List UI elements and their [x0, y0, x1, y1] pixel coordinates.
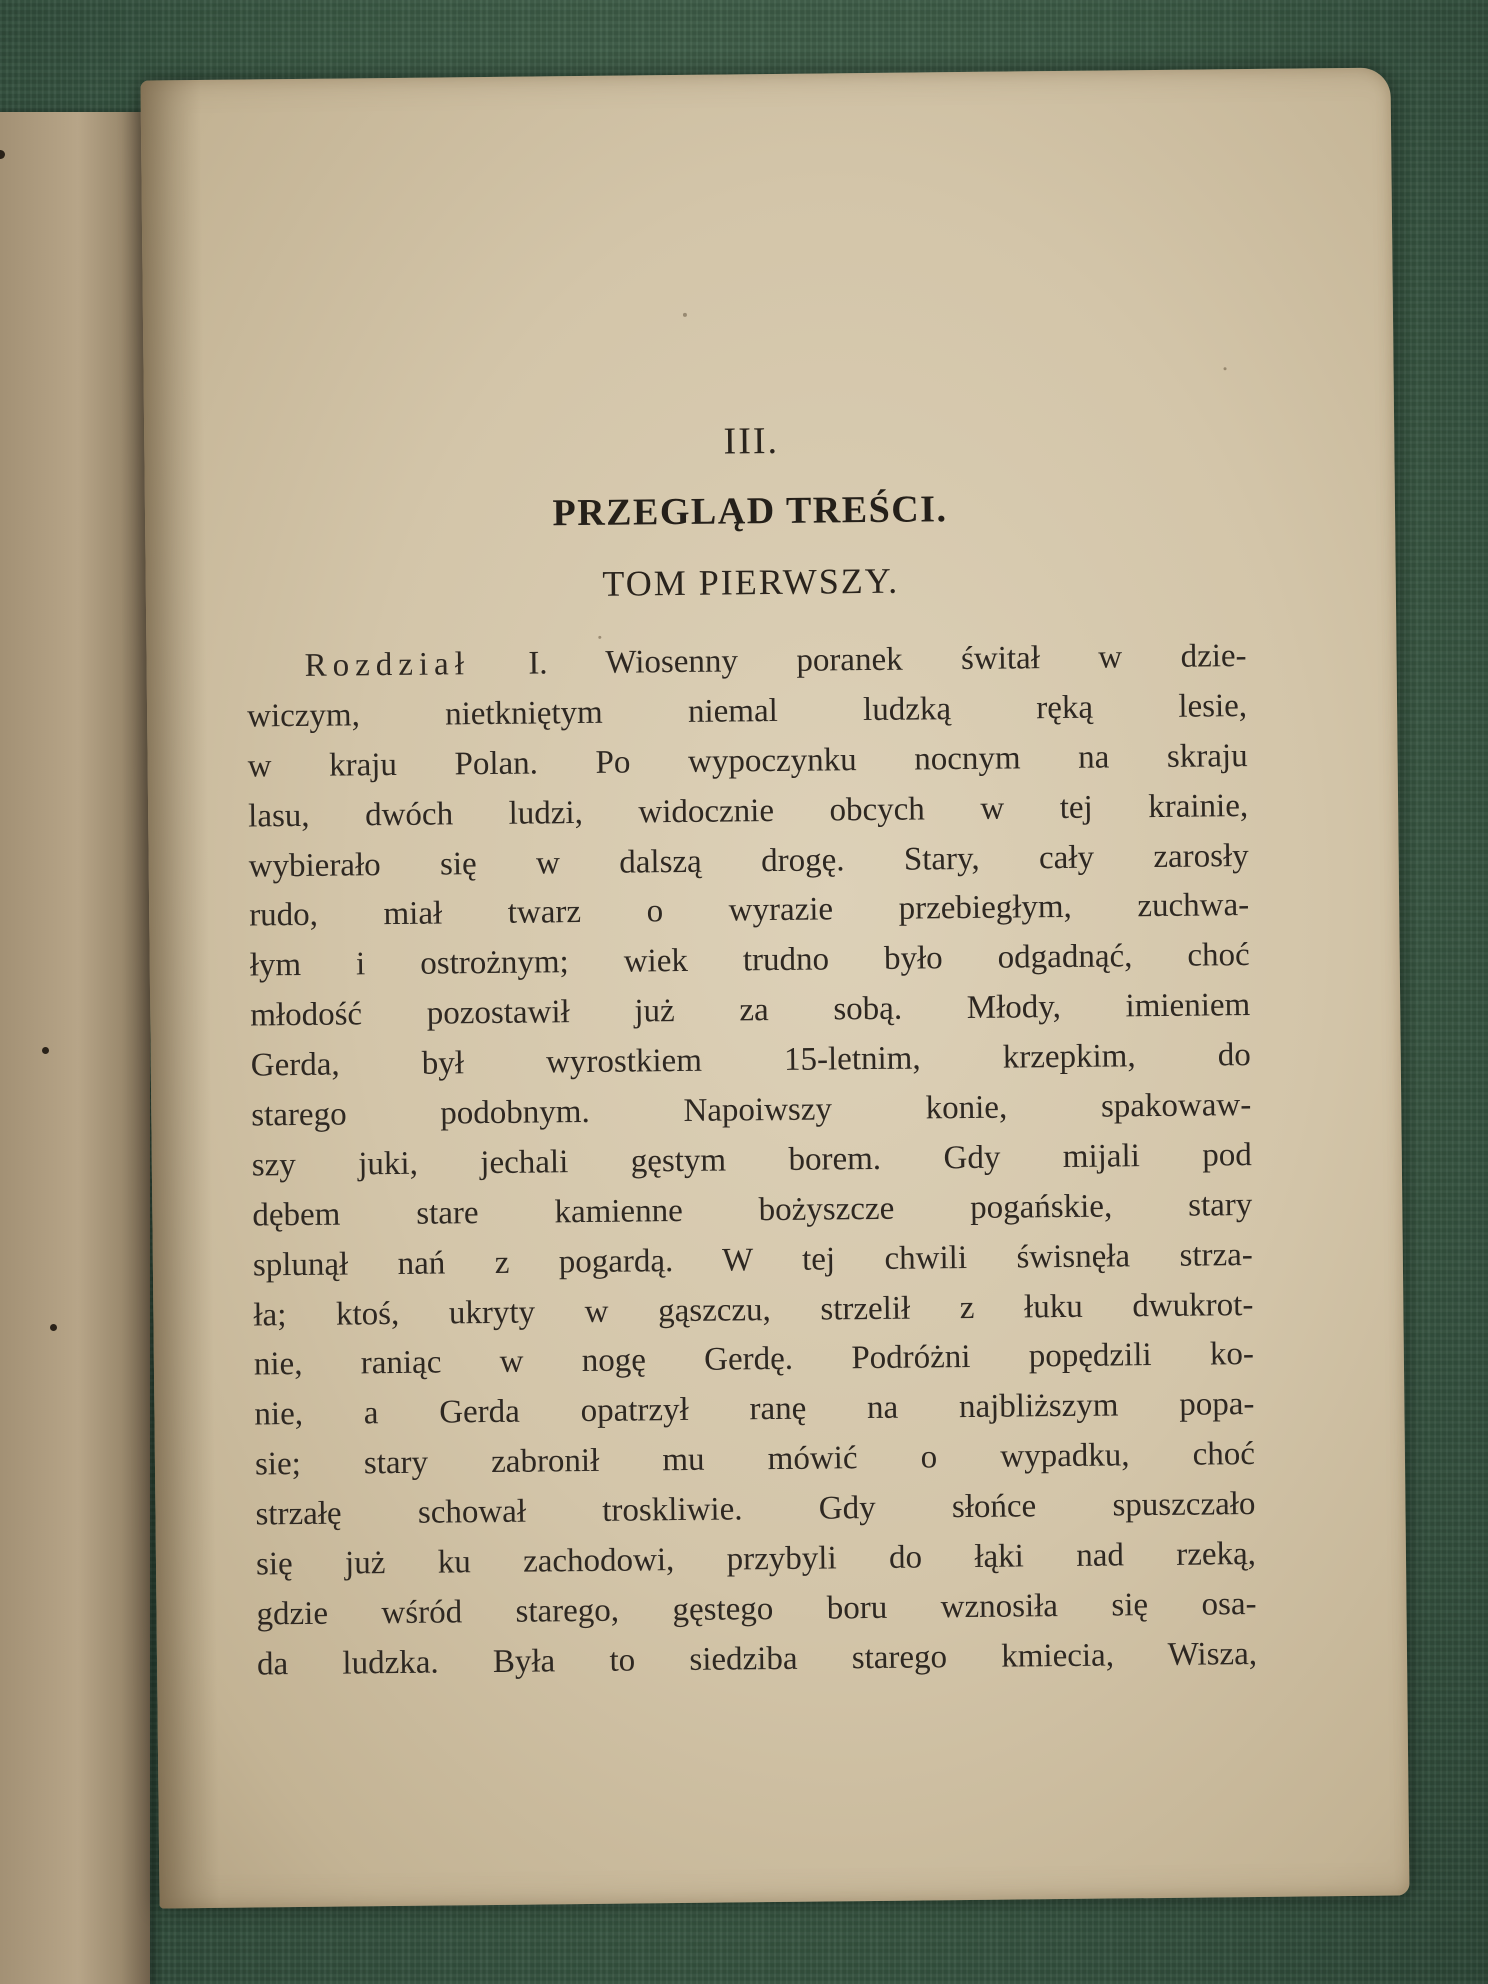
text-line: rudo, miał twarz o wyrazie przebiegłym, zuchwa-	[249, 887, 1250, 934]
ink-spot	[50, 1324, 57, 1331]
text-line: łym i ostrożnym; wiek trudno było odgadnąć, choć	[249, 937, 1250, 984]
left-page-edge	[0, 112, 150, 1984]
text-line: się już ku zachodowi, przybyli do łąki nad rzeką,	[255, 1536, 1257, 1583]
ink-spot	[42, 1047, 49, 1054]
text-line: w kraju Polan. Po wypoczynku nocnym na skraju	[247, 737, 1248, 785]
text-line: lasu, dwóch ludzi, widocznie obcych w tej krainie,	[247, 787, 1249, 835]
chapter-number: III.	[723, 419, 780, 463]
book-page	[140, 68, 1409, 1909]
chapter-label: Rozdział	[304, 646, 471, 684]
text-line: dębem stare kamienne bożyszcze pogańskie, stary	[252, 1186, 1253, 1234]
text-line: strzałę schował troskliwie. Gdy słońce spuszczało	[255, 1486, 1256, 1533]
text-line: nie, a Gerda opatrzył ranę na najbliższym popa-	[254, 1386, 1255, 1433]
paper-speck	[683, 313, 687, 317]
text-line: ła; ktoś, ukryty w gąszczu, strzelił z łuku dwukrot-	[253, 1286, 1254, 1334]
text-line: sie; stary zabronił mu mówić o wypadku, choć	[254, 1436, 1256, 1483]
text-line: Gerda, był wyrostkiem 15-letnim, krzepkim, do	[250, 1037, 1251, 1084]
text-line: gdzie wśród starego, gęstego boru wznosiła się osa-	[256, 1585, 1257, 1633]
text-line: szy juki, jechali gęstym borem. Gdy mijali pod	[251, 1136, 1252, 1184]
text-line: starego podobnym. Napoiwszy konie, spakowaw-	[251, 1087, 1252, 1134]
volume-title: TOM PIERWSZY.	[602, 560, 900, 604]
text-line: młodość pozostawił już za sobą. Młody, imieniem	[250, 987, 1251, 1034]
text-line: nie, raniąc w nogę Gerdę. Podróżni popędzili ko-	[253, 1336, 1255, 1383]
text-line-content: I. Wiosenny poranek świtał w dzie-	[528, 638, 1247, 682]
text-line: wiczym, nietkniętym niemal ludzką ręką lesie,	[246, 687, 1248, 735]
ink-spot	[0, 150, 5, 159]
text-line: splunął nań z pogardą. W tej chwili świsnęła strza-	[252, 1236, 1254, 1284]
section-title: PRZEGLĄD TREŚCI.	[552, 488, 948, 535]
paper-speck	[1224, 367, 1227, 370]
text-line: da ludzka. Była to siedziba starego kmiecia, Wisza,	[256, 1635, 1258, 1683]
page-gutter-shadow	[140, 80, 219, 1909]
page-text-block	[244, 414, 1257, 1690]
text-line: wybierało się w dalszą drogę. Stary, cały zarosły	[248, 837, 1249, 885]
